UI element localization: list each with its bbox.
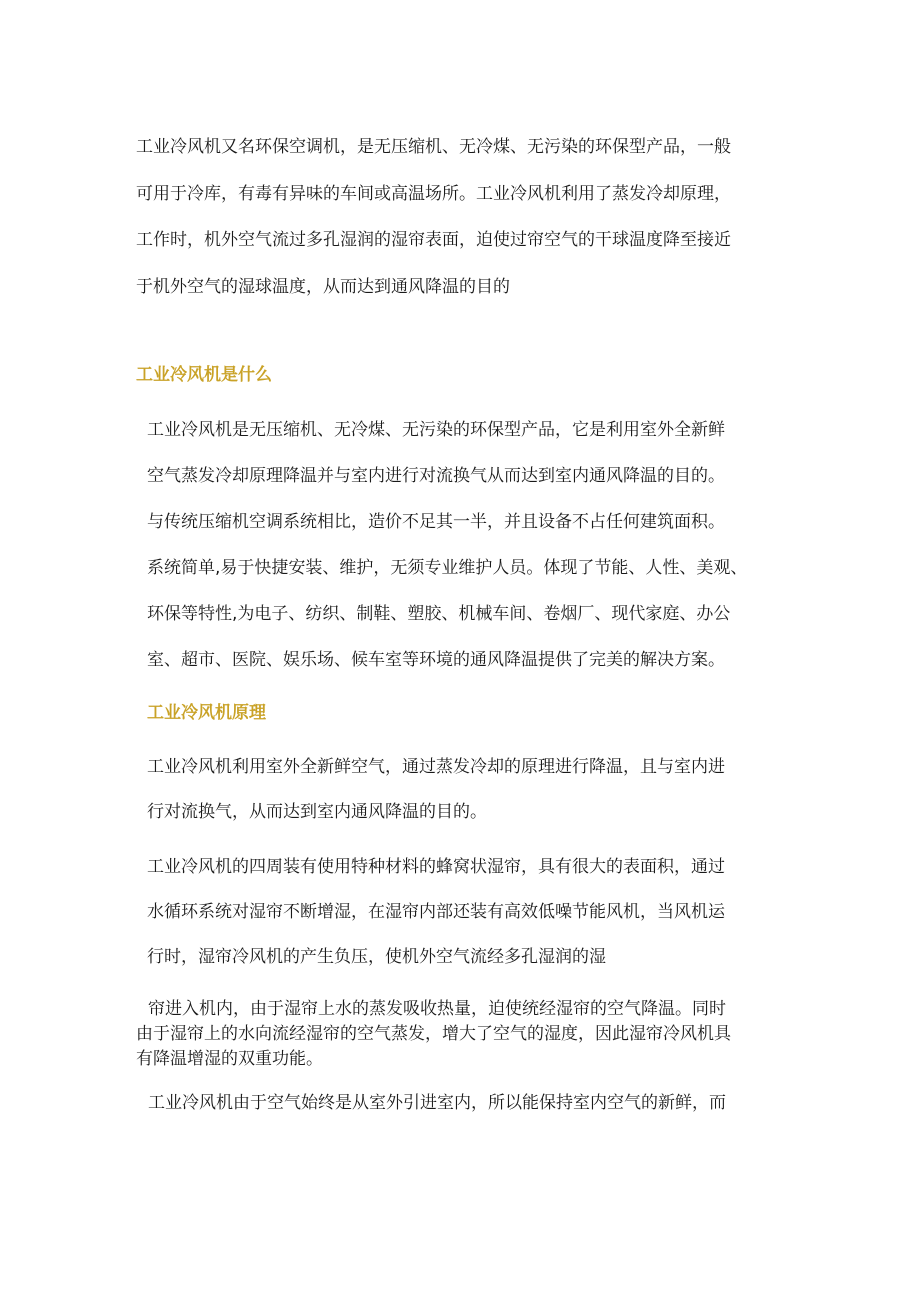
section1-line: 工业冷风机是无压缩机、无冷煤、无污染的环保型产品，它是利用室外全新鲜 bbox=[147, 420, 725, 440]
principle-line: 有降温增湿的双重功能。 bbox=[136, 1049, 323, 1069]
section1-line: 与传统压缩机空调系统相比，造价不足其一半，并且设备不占任何建筑面积。 bbox=[147, 512, 725, 532]
intro-line: 可用于冷库，有毒有异味的车间或高温场所。工业冷风机利用了蒸发冷却原理， bbox=[136, 183, 731, 204]
intro-line: 工作时，机外空气流过多孔湿润的湿帘表面，迫使过帘空气的干球温度降至接近 bbox=[136, 230, 731, 250]
principle-line: 工业冷风机利用室外全新鲜空气，通过蒸发冷却的原理进行降温，且与室内进 bbox=[147, 757, 725, 777]
principle-paragraph-3 bbox=[136, 997, 731, 1072]
intro-line: 于机外空气的湿球温度，从而达到通风降温的目的 bbox=[136, 276, 510, 297]
section1-paragraph bbox=[147, 407, 747, 683]
principle-line: 由于湿帘上的水向流经湿帘的空气蒸发，增大了空气的湿度，因此湿帘冷风机具 bbox=[136, 1024, 731, 1044]
principle-line: 帘进入机内，由于湿帘上水的蒸发吸收热量，迫使统经湿帘的空气降温。同时 bbox=[148, 999, 726, 1019]
principle-line: 行时，湿帘冷风机的产生负压，使机外空气流经多孔湿润的湿 bbox=[147, 947, 606, 967]
principle-paragraph-4: 工业冷风机由于空气始终是从室外引进室内，所以能保持室内空气的新鲜，而 bbox=[148, 1093, 726, 1113]
section-heading-what-is: 工业冷风机是什么 bbox=[136, 365, 272, 385]
intro-line: 工业冷风机又名环保空调机，是无压缩机、无冷煤、无污染的环保型产品，一般 bbox=[136, 137, 731, 157]
principle-line: 工业冷风机的四周装有使用特种材料的蜂窝状湿帘，具有很大的表面积，通过 bbox=[147, 857, 725, 877]
principle-paragraph-2 bbox=[147, 845, 725, 980]
section-heading-principle: 工业冷风机原理 bbox=[147, 703, 266, 723]
intro-paragraph bbox=[136, 124, 731, 310]
section1-line: 系统简单,易于快捷安装、维护，无须专业维护人员。体现了节能、人性、美观、 bbox=[147, 558, 748, 578]
section1-line: 空气蒸发冷却原理降温并与室内进行对流换气从而达到室内通风降温的目的。 bbox=[147, 466, 725, 486]
principle-paragraph-1 bbox=[147, 745, 725, 835]
section1-line: 环保等特性,为电子、纺织、制鞋、塑胶、机械车间、卷烟厂、现代家庭、办公 bbox=[147, 604, 731, 624]
principle-line: 行对流换气，从而达到室内通风降温的目的。 bbox=[147, 802, 487, 822]
principle-line: 水循环系统对湿帘不断增湿，在湿帘内部还装有高效低噪节能风机，当风机运 bbox=[147, 902, 725, 922]
section1-line: 室、超市、医院、娱乐场、候车室等环境的通风降温提供了完美的解决方案。 bbox=[147, 650, 725, 670]
